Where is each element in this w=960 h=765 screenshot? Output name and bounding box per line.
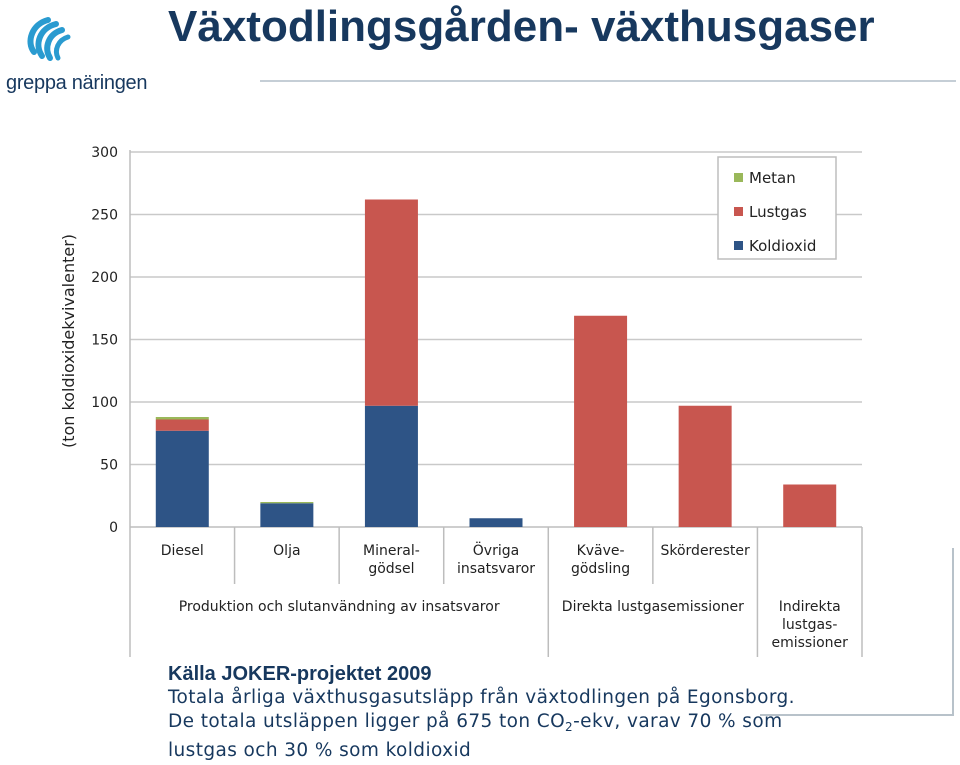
legend-label-koldioxid: Koldioxid xyxy=(749,237,817,255)
category-label: Skörderester xyxy=(660,543,750,559)
y-tick-label: 300 xyxy=(91,145,118,161)
bar-lustgas-1 xyxy=(156,420,209,431)
description-line-2: De totala utsläppen ligger på 675 ton $CO_2$-ekv, varav 70 % som xyxy=(168,711,783,734)
stacked-bar-chart xyxy=(40,136,880,661)
y-tick-label: 50 xyxy=(100,457,118,474)
logo-text: greppa näringen xyxy=(6,72,148,94)
description-line-3: lustgas och 30 % som koldioxid xyxy=(168,740,472,761)
bar-metan-1 xyxy=(156,417,209,420)
y-axis-label: (ton koldioxidekvivalenter) xyxy=(59,233,78,449)
bar-koldioxid-1 xyxy=(156,431,209,527)
bar-metan-2 xyxy=(260,502,313,503)
category-label: Kväve-gödsling xyxy=(570,543,631,577)
description-line-1: Totala årliga växthusgasutsläpp från växtodlingen på Egonsborg. xyxy=(168,687,795,708)
logo xyxy=(4,8,154,92)
group-label: Indirekta lustgas-emissioner xyxy=(771,599,848,651)
bar-koldioxid-2 xyxy=(260,503,313,527)
y-tick-label: 200 xyxy=(91,270,118,286)
category-label: Diesel xyxy=(160,543,204,559)
legend-swatch-koldioxid xyxy=(734,241,743,250)
bar-koldioxid-3 xyxy=(365,406,418,527)
group-label: Direkta lustgasemissioner xyxy=(561,599,744,615)
category-label: Mineral-gödsel xyxy=(363,543,420,577)
y-tick-label: 150 xyxy=(91,332,118,349)
page-title: Växtodlingsgården- växthusgaser xyxy=(168,2,875,51)
bar-lustgas-6 xyxy=(679,406,732,527)
bar-koldioxid-4 xyxy=(470,518,523,527)
legend-swatch-metan xyxy=(734,173,743,182)
bar-lustgas-7 xyxy=(783,485,836,528)
category-label: Olja xyxy=(273,543,301,559)
y-tick-label: 0 xyxy=(109,520,118,536)
category-label: Övriga insatsvaror xyxy=(456,543,536,577)
legend-label-metan: Metan xyxy=(749,169,796,187)
y-tick-label: 250 xyxy=(91,207,118,224)
y-tick-label: 100 xyxy=(91,395,118,411)
caption xyxy=(168,662,958,763)
source-line: Källa JOKER-projektet 2009 xyxy=(168,663,432,685)
greppa-swoosh-icon xyxy=(18,12,74,68)
bar-lustgas-3 xyxy=(365,200,418,406)
group-label: Produktion och slutanvändning av insatsvaror xyxy=(178,599,500,615)
legend-swatch-lustgas xyxy=(734,207,743,216)
title-divider xyxy=(260,80,956,82)
legend-label-lustgas: Lustgas xyxy=(749,203,807,221)
bar-lustgas-5 xyxy=(574,316,627,527)
